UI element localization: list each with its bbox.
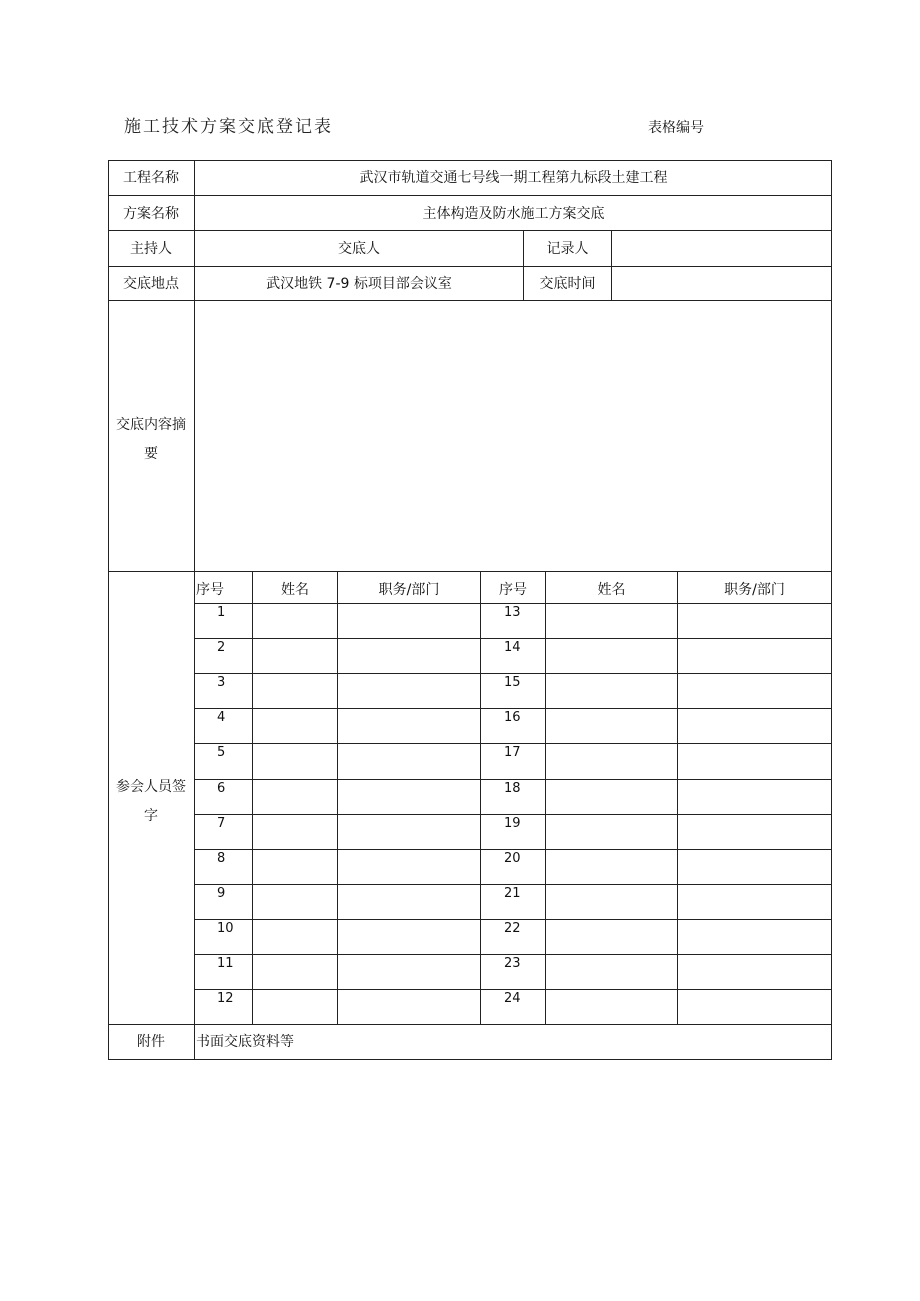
row-divider — [108, 571, 832, 572]
attendee-seq-right: 23 — [504, 956, 521, 971]
recorder-value-field[interactable] — [612, 231, 831, 266]
col-header-duty-right: 职务/部门 — [724, 582, 785, 598]
attendee-duty-cell[interactable] — [338, 850, 480, 884]
attendee-name-cell[interactable] — [253, 990, 337, 1024]
attendee-seq-left: 5 — [217, 745, 226, 760]
attendee-seq-left: 3 — [217, 675, 226, 690]
attendee-seq-left: 6 — [217, 781, 226, 796]
col-header-name-right: 姓名 — [597, 582, 626, 598]
attendee-name-cell[interactable] — [546, 674, 677, 708]
attachment-value: 书面交底资料等 — [196, 1034, 294, 1050]
presenter-label: 交底人 — [338, 241, 380, 257]
attendee-seq-right: 15 — [504, 675, 521, 690]
col-header-seq-right: 序号 — [499, 582, 527, 598]
attendee-name-cell[interactable] — [253, 780, 337, 814]
attendee-seq-left: 9 — [217, 886, 226, 901]
attendee-duty-cell[interactable] — [338, 885, 480, 919]
attendee-name-cell[interactable] — [253, 920, 337, 954]
location-value: 武汉地铁 7-9 标项目部会议室 — [266, 276, 452, 292]
summary-label — [108, 411, 194, 469]
row-divider — [108, 195, 832, 196]
attendee-duty-cell[interactable] — [338, 604, 480, 638]
attendee-seq-left: 1 — [217, 605, 226, 620]
attendee-seq-left: 8 — [217, 851, 226, 866]
form-title: 施工技术方案交底登记表 — [124, 117, 333, 137]
attendee-duty-cell[interactable] — [338, 674, 480, 708]
attendee-duty-cell[interactable] — [338, 990, 480, 1024]
attendee-seq-left: 10 — [217, 921, 234, 936]
attendee-name-cell[interactable] — [253, 815, 337, 849]
attendee-seq-left: 2 — [217, 640, 226, 655]
attendee-name-cell[interactable] — [546, 955, 677, 989]
attendee-seq-left: 11 — [217, 956, 234, 971]
attendee-seq-right: 17 — [504, 745, 521, 760]
attendee-duty-cell[interactable] — [678, 955, 831, 989]
attendee-duty-cell[interactable] — [678, 709, 831, 743]
project-name-label: 工程名称 — [123, 170, 179, 186]
attendee-seq-right: 21 — [504, 886, 521, 901]
attendee-duty-cell[interactable] — [678, 850, 831, 884]
time-value-field[interactable] — [612, 267, 831, 300]
host-label: 主持人 — [130, 241, 172, 257]
attendee-duty-cell[interactable] — [678, 674, 831, 708]
label-column-divider — [194, 160, 195, 1060]
attendee-name-cell[interactable] — [546, 990, 677, 1024]
summary-label-line2: 要 — [144, 446, 158, 462]
attendee-seq-right: 18 — [504, 781, 521, 796]
attendee-seq-right: 22 — [504, 921, 521, 936]
attendee-name-cell[interactable] — [546, 604, 677, 638]
attendees-label-line2: 字 — [144, 808, 158, 824]
project-name-value: 武汉市轨道交通七号线一期工程第九标段土建工程 — [359, 170, 668, 186]
attendee-name-cell[interactable] — [546, 850, 677, 884]
attendee-name-cell[interactable] — [546, 920, 677, 954]
attendee-duty-cell[interactable] — [678, 885, 831, 919]
summary-content-area[interactable] — [195, 301, 831, 571]
attendee-seq-right: 16 — [504, 710, 521, 725]
summary-label-line1: 交底内容摘 — [116, 417, 186, 433]
attendee-name-cell[interactable] — [546, 815, 677, 849]
plan-name-label: 方案名称 — [123, 206, 179, 222]
col-header-duty: 职务/部门 — [378, 582, 440, 598]
attendee-seq-left: 12 — [217, 991, 234, 1006]
attendee-seq-right: 24 — [504, 991, 521, 1006]
attendee-name-cell[interactable] — [546, 885, 677, 919]
attendee-name-cell[interactable] — [253, 955, 337, 989]
attendee-name-cell[interactable] — [253, 709, 337, 743]
attendee-duty-cell[interactable] — [678, 744, 831, 778]
row-divider — [108, 1024, 832, 1025]
attendee-duty-cell[interactable] — [338, 744, 480, 778]
col-header-seq: 序号 — [196, 582, 224, 598]
attendees-label-line1: 参会人员签 — [116, 779, 186, 795]
attendees-label — [108, 773, 194, 831]
attendee-seq-left: 7 — [217, 816, 226, 831]
attendee-name-cell[interactable] — [253, 744, 337, 778]
attendee-name-cell[interactable] — [546, 744, 677, 778]
location-label: 交底地点 — [123, 276, 179, 292]
attendee-name-cell[interactable] — [253, 674, 337, 708]
attendee-duty-cell[interactable] — [338, 815, 480, 849]
attendee-name-cell[interactable] — [546, 639, 677, 673]
attendee-duty-cell[interactable] — [678, 604, 831, 638]
attendee-name-cell[interactable] — [546, 709, 677, 743]
attendee-seq-right: 20 — [504, 851, 521, 866]
recorder-label: 记录人 — [546, 241, 589, 257]
time-label: 交底时间 — [539, 276, 596, 292]
attendee-duty-cell[interactable] — [338, 920, 480, 954]
attendee-seq-right: 19 — [504, 816, 521, 831]
attendee-name-cell[interactable] — [253, 639, 337, 673]
col-header-name: 姓名 — [281, 582, 309, 598]
attendee-name-cell[interactable] — [546, 780, 677, 814]
attendee-duty-cell[interactable] — [338, 955, 480, 989]
attendee-name-cell[interactable] — [253, 885, 337, 919]
attendee-duty-cell[interactable] — [338, 780, 480, 814]
attendee-seq-left: 4 — [217, 710, 226, 725]
attendee-name-cell[interactable] — [253, 604, 337, 638]
attendee-name-cell[interactable] — [253, 850, 337, 884]
attendee-duty-cell[interactable] — [678, 920, 831, 954]
plan-name-value: 主体构造及防水施工方案交底 — [422, 206, 605, 222]
attendee-seq-right: 13 — [504, 605, 521, 620]
attendee-duty-cell[interactable] — [678, 990, 831, 1024]
form-number-label: 表格编号 — [648, 120, 704, 136]
attendee-seq-right: 14 — [504, 640, 521, 655]
attendee-duty-cell[interactable] — [338, 639, 480, 673]
attachment-label: 附件 — [137, 1034, 165, 1050]
attendee-duty-cell[interactable] — [338, 709, 480, 743]
attendee-duty-cell[interactable] — [678, 639, 831, 673]
attendee-duty-cell[interactable] — [678, 815, 831, 849]
attendee-duty-cell[interactable] — [678, 780, 831, 814]
